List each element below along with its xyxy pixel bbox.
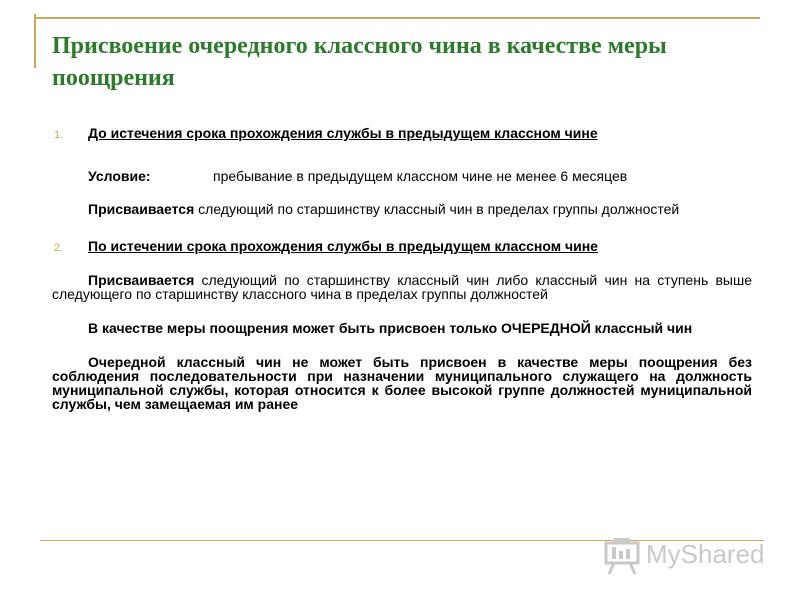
presentation-board-icon [604, 537, 640, 575]
assign-paragraph-1 [52, 202, 752, 216]
assign-paragraph-2 [52, 273, 752, 301]
list-item-1-text: До истечения срока прохождения службы в предыдущем классном чине [88, 125, 598, 141]
myshared-logo [604, 537, 769, 575]
slide-content [52, 124, 752, 411]
assign-1-text: следующий по старшинству классный чин в пределах группы должностей [194, 201, 680, 217]
accent-vertical-line [34, 14, 36, 68]
list-number-1: 1. [54, 129, 64, 141]
logo-text-my: My [646, 539, 681, 569]
slide-title: Присвоение очередного классного чина в качестве меры поощрения [52, 33, 667, 91]
assign-2-bold: Присваивается [88, 272, 195, 288]
assign-2-text: следующий по старшинству классный чин либо классный чин на ступень выше следующего по старшинству классного чина в пределах группы должностей [52, 272, 752, 302]
note-paragraph-1: В качестве меры поощрения может быть присвоен только ОЧЕРЕДНОЙ классный чин [88, 320, 693, 336]
list-item-2-text: По истечении срока прохождения службы в предыдущем классном чине [88, 238, 598, 254]
condition-text: пребывание в предыдущем классном чине не менее 6 месяцев [213, 168, 628, 184]
note-paragraph-2: Очередной классный чин не может быть присвоен в качестве меры поощрения без соблюдения последовательности при назначении муниципального служащего на должность муниципальной службы, которая относится к более высокой группе должностей муниципальной службы, чем замещаемая им ранее [52, 354, 752, 412]
logo-text-shared: Shared [680, 539, 765, 569]
list-number-2: 2. [54, 242, 64, 254]
condition-label: Условие: [88, 168, 151, 184]
list-item-1-heading [52, 124, 752, 142]
list-item-2-heading [52, 237, 752, 255]
assign-1-bold: Присваивается [88, 201, 195, 217]
logo-wordmark [646, 539, 765, 570]
accent-top-line [36, 17, 760, 19]
condition-line [52, 168, 752, 184]
